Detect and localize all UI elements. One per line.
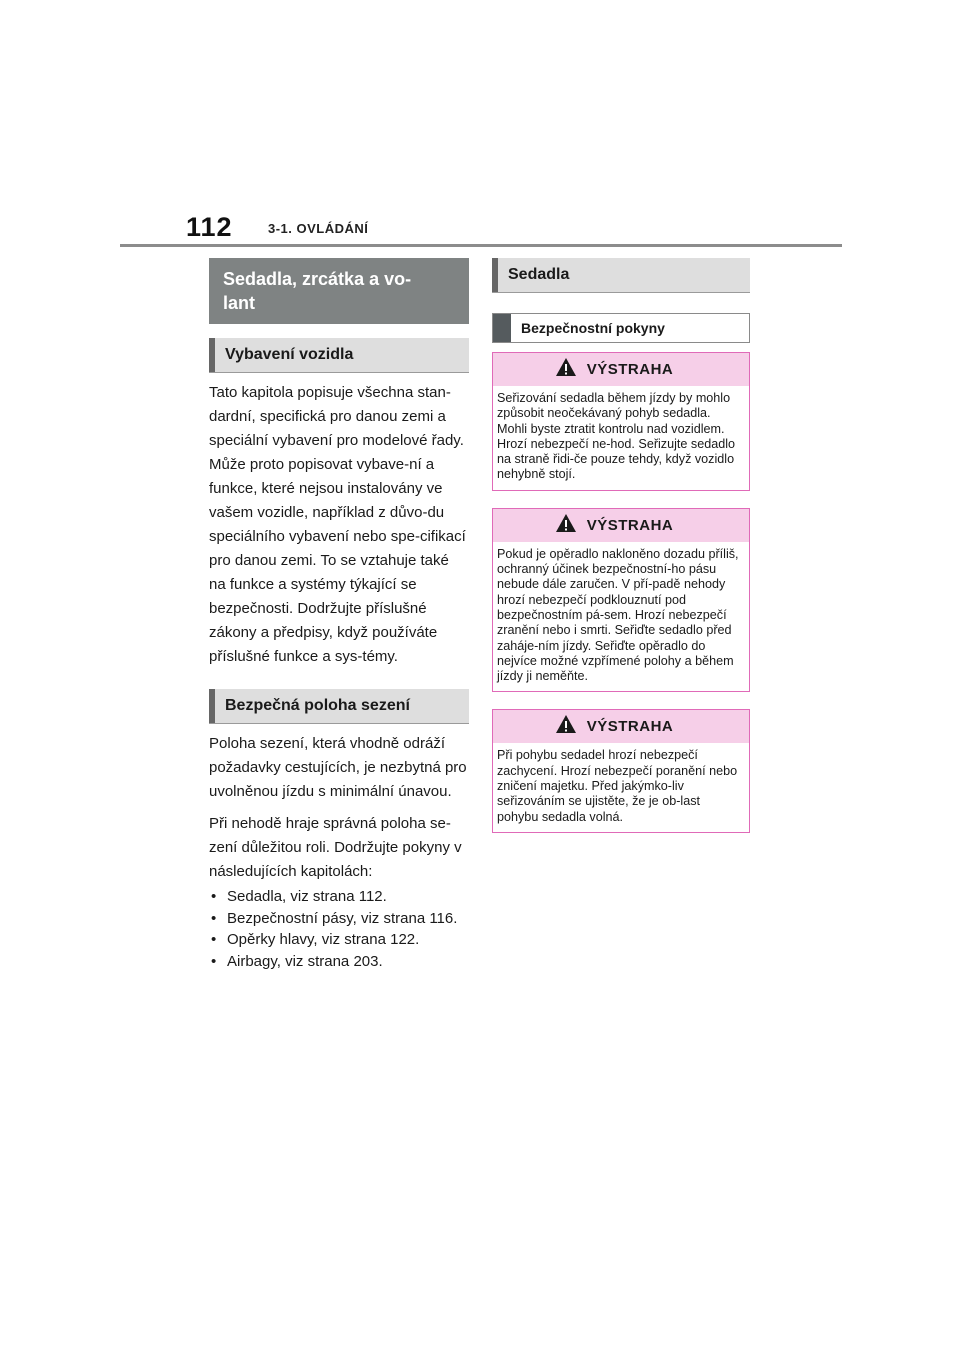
warning-text: Při pohybu sedadel hrozí nebezpečí zachycení. Hrozí nebezpečí poranění nebo zničení majetku. Před jakýmko-liv seřizováním se ujistěte, že je ob-last pohybu sedadla volná. [497,748,738,824]
warning-title: VÝSTRAHA [586,516,674,534]
section-label: 3-1. OVLÁDÁNÍ [268,221,369,236]
warning-box [492,508,750,693]
warning-box [492,352,750,491]
paragraph-seating-position: Poloha sezení, která vhodně odráží požadavky cestujících, je nezbytná pro uvolněnou jízdu s minimální únavou. [209,735,467,800]
warning-triangle-icon [555,513,577,538]
list-item: • Opěrky hlavy, viz strana 122. [209,929,469,951]
header-divider [120,244,842,247]
left-column [209,258,469,972]
subheading-seating-position-text: Bezpečná poloha sezení [225,697,410,714]
warning-header [493,509,749,542]
reference-list [209,886,469,972]
warning-title: VÝSTRAHA [586,718,674,736]
warning-title: VÝSTRAHA [586,361,674,378]
subheading-equipment-text: Vybavení vozidla [225,346,354,363]
main-heading-left: Sedadla, zrcátka a vo- lant [209,258,469,324]
paragraph-accident: Při nehodě hraje správná poloha se-zení důležitou roli. Dodržujte pokyny v následujících kapitolách: [209,815,462,880]
heading-bar [493,314,511,342]
right-column [492,258,750,833]
warning-box [492,709,750,832]
list-item: • Bezpečnostní pásy, viz strana 116. [209,908,469,930]
main-heading-right-text: Sedadla [508,266,570,283]
warning-text: Pokud je opěradlo nakloněno dozadu příliš, ochranný účinek bezpečnostní-ho pásu nebude dále zaručen. V pří-padě nehody hrozí nebezpečí podklouznutí pod bezpečnostním pá-sem. Hrozí nebezpečí zranění nebo i smrti. Seřiďte sedadlo před zaháje-ním jízdy. Seřiďte opěradlo do nejvíce možné vzpřímené polohy a během jízdy ji neměňte. [497,546,739,684]
list-item: • Airbagy, viz strana 203. [209,951,469,973]
main-heading-right [492,258,750,293]
page-number: 112 [186,212,233,242]
safety-instructions-text: Bezpečnostní pokyny [521,320,665,336]
warning-text: Seřizování sedadla během jízdy by mohlo způsobit neočekávaný pohyb sedadla. Mohli byste ztratit kontrolu nad vozidlem. Hrozí nebezpečí ne-hod. Seřizujte sedadlo na straně řidi-če pouze tehdy, když vozidlo nehybně stojí. [497,391,736,482]
warning-triangle-icon [555,357,577,382]
safety-instructions-heading [492,313,750,343]
list-item: • Sedadla, viz strana 112. [209,886,469,908]
subheading-equipment [209,338,469,373]
subheading-seating-position [209,689,469,724]
warning-header [493,353,749,386]
paragraph-equipment: Tato kapitola popisuje všechna stan-dardní, specifická pro danou zemi a speciální vybavení pro modelové řady. Může proto popisovat vybave-ní a funkce, které nejsou instalovány ve vašem vozidle, například z důvo-du speciálního vybavení nebo spe-cifikací pro danou zemi. To se vztahuje také na funkce a systémy týkající se bezpečnosti. Dodržujte příslušné zákony a předpisy, když používáte příslušné funkce a sys-témy. [209,384,466,665]
warning-triangle-icon [555,714,577,739]
warning-header [493,710,749,743]
